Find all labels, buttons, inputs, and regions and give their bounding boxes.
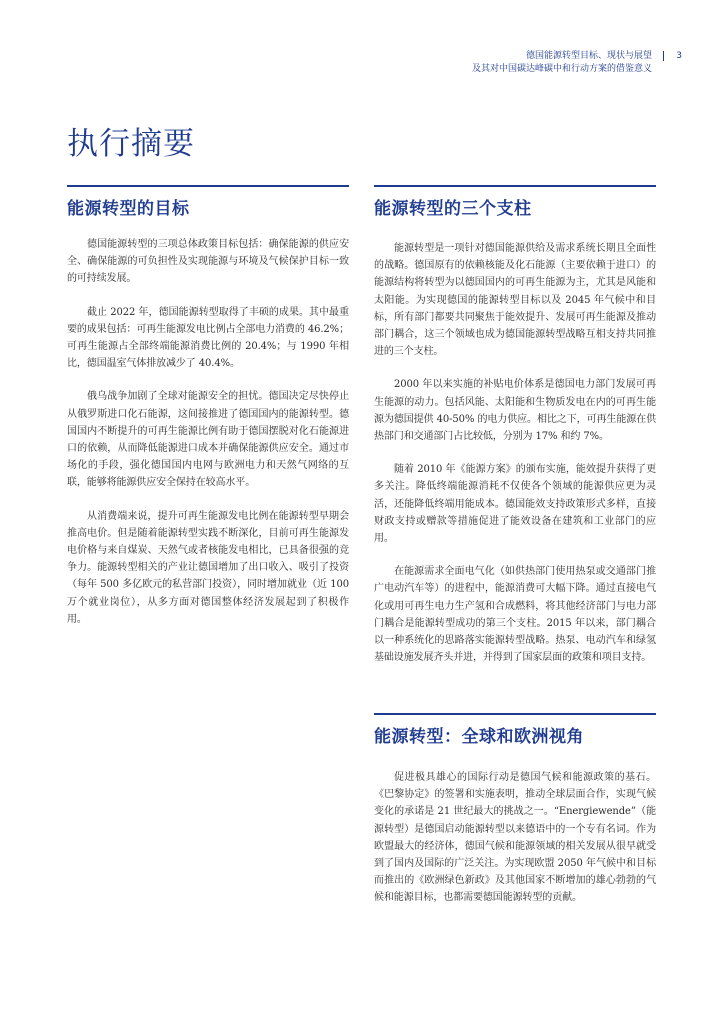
header-divider <box>663 51 665 61</box>
paragraph: 2000 年以来实施的补贴电价体系是德国电力部门发展可再生能源的动力。包括风能、太阳能和生物质发电在内的可再生能源为德国提供 40-50% 的电力供应。相比之下，可再生能源在供热部门和交通部门占比较低，分别为 17% 和约 7%。 <box>374 379 656 443</box>
paragraph: 德国能源转型的三项总体政策目标包括：确保能源的供应安全、确保能源的可负担性及实现能源与环境及气候保护目标一致的可持续发展。 <box>67 239 349 285</box>
page-title: 执行摘要 <box>67 126 195 162</box>
section-goals <box>67 185 349 645</box>
paragraph: 俄乌战争加剧了全球对能源安全的担忧。德国决定尽快停止从俄罗斯进口化石能源，这间接推进了德国国内的能源转型。德国国内不断提升的可再生能源比例有助于德国摆脱对化石能源进口的依赖，从而降低能源进口成本并确保能源供应安全。通过市场化的手段，强化德国国内电网与欧洲电力和天然气网络的互联，能够将能源供应安全保持在较高水平。 <box>67 391 349 489</box>
paragraph: 促进极具雄心的国际行动是德国气候和能源政策的基石。《巴黎协定》的签署和实施表明，推动全球层面合作，实现气候变化的承诺是 21 世纪最大的挑战之一。“Energiewende”（能源转型）是德国启动能源转型以来德语中的一个专有名词。作为欧盟最大的经济体，德国气候和能源领域的相关发展从很早就受到了国内及国际的广泛关注。为实现欧盟 2050 年气候中和目标而推出的《欧洲绿色新政》及其他国家不断增加的雄心勃勃的气候和能源目标，也都需要德国能源转型的贡献。 <box>374 772 656 904</box>
running-title-line-1: 德国能源转型目标、现状与展望 <box>525 51 652 61</box>
section-rule <box>374 185 656 187</box>
paragraph: 在能源需求全面电气化（如供热部门使用热泵或交通部门推广电动汽车等）的进程中，能源消费可大幅下降。通过直接电气化或用可再生电力生产氢和合成燃料，将其他经济部门与电力部门耦合是能源转型成功的第三个支柱。2015 年以来，部门耦合以一种系统化的思路落实能源转型战略。热泵、电动汽车和绿氢基础设施发展齐头并进，并得到了国家层面的政策和项目支持。 <box>374 566 656 664</box>
paragraph: 从消费端来说，提升可再生能源发电比例在能源转型早期会推高电价。但是随着能源转型实践不断深化，目前可再生能源发电价格与来自煤炭、天然气或者核能发电相比，已具备很强的竞争力。能源转型相关的产业让德国增加了出口收入、吸引了投资（每年 500 多亿欧元的私营部门投资），同时增加就业（近 100 万个就业岗位），从多方面对德国整体经济发展起到了积极作用。 <box>67 510 349 625</box>
page-header <box>262 50 682 86</box>
section-body-pillars <box>374 240 656 682</box>
section-body-global <box>374 769 656 923</box>
paragraph: 随着 2010 年《能源方案》的颁布实施，能效提升获得了更多关注。降低终端能源消耗不仅使各个领域的能源供应更为灵活，还能降低终端用能成本。德国能效支持政策形式多样，直接财政支持或赠款等措施促进了能效设备在建筑和工业部门的应用。 <box>374 464 656 545</box>
running-title <box>472 50 652 75</box>
section-heading-goals: 能源转型的目标 <box>67 199 190 219</box>
section-heading-pillars: 能源转型的三个支柱 <box>374 199 532 219</box>
page-number: 3 <box>676 51 682 61</box>
running-title-line-2: 及其对中国碳达峰碳中和行动方案的借鉴意义 <box>471 63 652 74</box>
paragraph: 能源转型是一项针对德国能源供给及需求系统长期且全面性的战略。德国原有的依赖核能及化石能源（主要依赖于进口）的能源结构将转型为以德国国内的可再生能源为主，尤其是风能和太阳能。为实现德国的能源转型目标以及 2045 年气候中和目标，所有部门都要共同聚焦于能效提升、发展可再生能源及推动部门耦合，这三个领域也成为德国能源转型战略互相支持共同推进的三个支柱。 <box>374 243 656 358</box>
section-body-goals <box>67 236 349 644</box>
section-rule <box>67 185 349 187</box>
paragraph: 截止 2022 年，德国能源转型取得了丰硕的成果。其中最重要的成果包括：可再生能源发电比例占全部电力消费的 46.2%；可再生能源占全部终端能源消费比例的 20.4%；与 1990 年相比，德国温室气体排放减少了 40.4%。 <box>67 306 349 370</box>
section-pillars <box>374 185 656 690</box>
section-rule <box>374 713 656 715</box>
section-global-perspective <box>374 713 656 953</box>
section-heading-global: 能源转型：全球和欧洲视角 <box>374 727 584 747</box>
